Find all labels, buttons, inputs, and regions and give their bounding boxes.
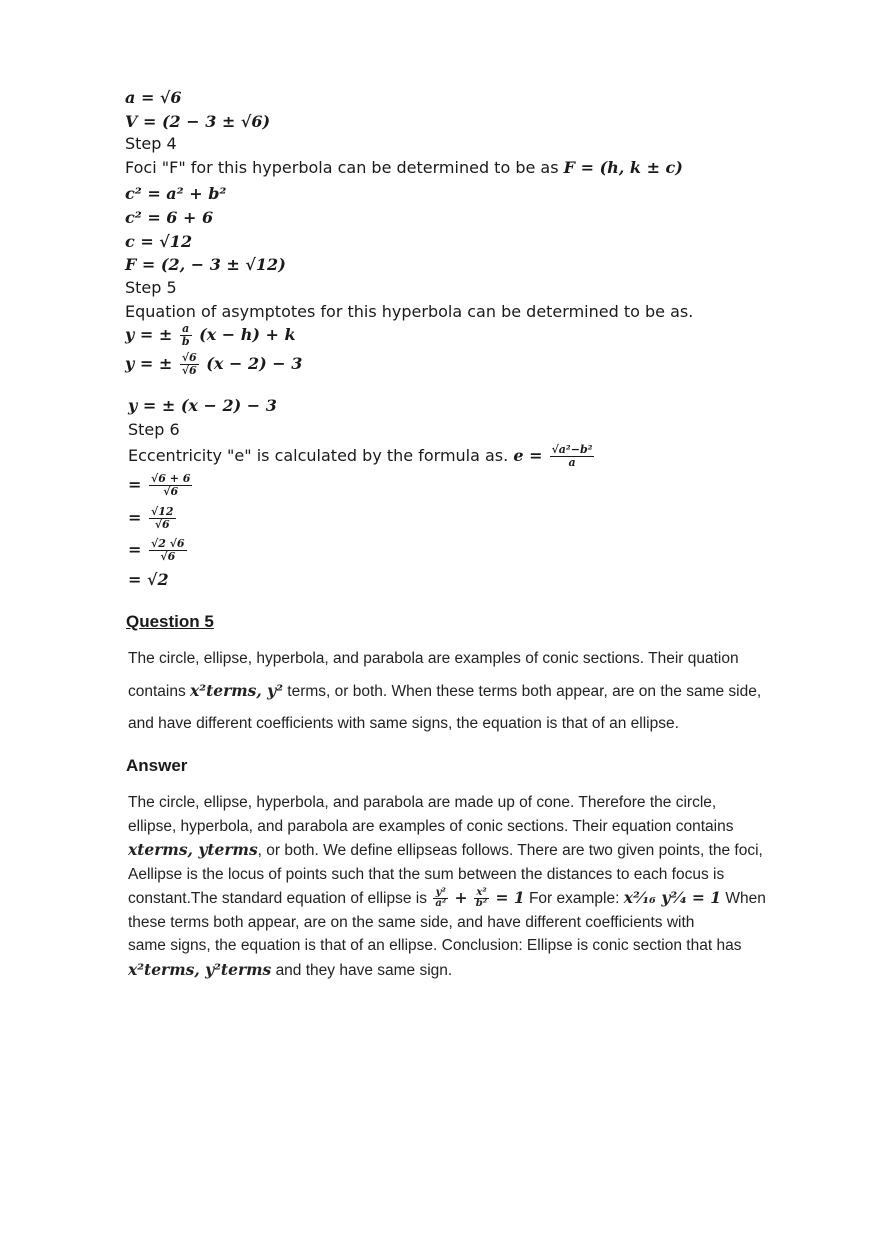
foci-statement xyxy=(125,158,683,178)
sqrt6-over-sqrt6-fraction: $\frac{√6}{√6}$ xyxy=(181,351,197,377)
step-5-label: Step 5 xyxy=(125,278,177,297)
asymptote-text: Equation of asymptotes for this hyperbola can be determined to be as. xyxy=(125,302,694,321)
step-6-label: Step 6 xyxy=(128,420,180,439)
asymptote-general-prefix: y = ± xyxy=(125,325,173,344)
foci-formula: F = (h, k ± c) xyxy=(563,158,683,177)
equals-sign: = xyxy=(128,475,142,494)
eccentricity-text: Eccentricity "e" is calculated by the formula as. xyxy=(128,446,509,465)
eccentricity-fraction-3: $\frac{√2 √6}{√6}$ xyxy=(150,537,185,563)
asymptote-substituted-suffix: (x − 2) − 3 xyxy=(206,354,303,373)
question-line-2 xyxy=(128,675,818,708)
c-value: c = √12 xyxy=(125,232,193,251)
eccentricity-fraction-1: $\frac{√6 + 6}{√6}$ xyxy=(150,472,191,498)
asymptote-general-suffix: (x − h) + k xyxy=(199,325,296,344)
question-line-1: The circle, ellipse, hyperbola, and parabola are examples of conic sections. Their quation xyxy=(128,650,739,667)
answer-line-8-math: x²terms, y²terms xyxy=(128,959,272,979)
answer-line-2: ellipse, hyperbola, and parabola are examples of conic sections. Their equation contains xyxy=(128,817,734,835)
eccentricity-statement xyxy=(128,442,596,470)
foci-text: Foci "F" for this hyperbola can be determined to be as xyxy=(125,158,559,177)
answer-line-8-post: and they have same sign. xyxy=(275,961,453,979)
answer-line-3 xyxy=(128,838,818,863)
answer-body xyxy=(128,791,818,982)
equals-one: = 1 xyxy=(495,888,525,907)
answer-line-1: The circle, ellipse, hyperbola, and parabola are made up of cone. Therefore the circle, xyxy=(128,794,717,811)
answer-line-6: these terms both appear, are on the same side, and have different coefficients with xyxy=(128,913,695,931)
answer-line-8 xyxy=(128,958,818,983)
c-squared-formula: c² = a² + b² xyxy=(125,184,227,203)
asymptote-general xyxy=(125,322,296,348)
answer-line-5-post: When xyxy=(725,890,766,907)
eccentricity-step-3 xyxy=(128,535,189,565)
c-squared-values: c² = 6 + 6 xyxy=(125,208,214,227)
y2-over-a2-fraction: $\frac{\text{y²}}{\text{a²}}$ xyxy=(435,887,447,910)
answer-line-5 xyxy=(128,886,818,911)
question-line-2-math: x²terms, y² xyxy=(190,681,283,700)
eccentricity-step-2 xyxy=(128,503,178,533)
question-line-2-pre: contains xyxy=(128,683,186,700)
answer-line-3-post: , or both. We define ellipseas follows. There are two given points, the foci, xyxy=(257,842,763,859)
equals-sign: = xyxy=(128,540,142,559)
asymptote-substituted-prefix: y = ± xyxy=(125,354,173,373)
eccentricity-step-1 xyxy=(128,470,194,500)
eccentricity-fraction-2: $\frac{√12}{√6}$ xyxy=(150,505,174,531)
eccentricity-result: = √2 xyxy=(128,570,169,589)
question-body xyxy=(128,643,818,740)
foci-result: F = (2, − 3 ± √12) xyxy=(125,255,286,274)
eccentricity-prefix: e = xyxy=(513,446,543,465)
asymptote-simplified: y = ± (x − 2) − 3 xyxy=(128,396,277,415)
a-equation: a = √6 xyxy=(125,88,182,107)
plus-sign: + xyxy=(454,888,468,907)
equals-sign: = xyxy=(128,508,142,527)
answer-line-5-pre: constant.The standard equation of ellipse is xyxy=(128,890,427,907)
answer-line-3-math: xterms, yterms xyxy=(128,840,258,859)
question-line-2-post: terms, or both. When these terms both appear, are on the same side, xyxy=(287,683,762,700)
question-line-3: and have different coefficients with same signs, the equation is that of an ellipse. xyxy=(128,715,679,732)
step-4-label: Step 4 xyxy=(125,134,177,153)
question-title: Question 5 xyxy=(126,612,214,631)
answer-title: Answer xyxy=(126,756,188,775)
example-equation: x²⁄₁₆ y²⁄₄ = 1 xyxy=(623,888,722,907)
example-label: For example: xyxy=(528,890,620,907)
answer-line-4: Aellipse is the locus of points such that the sum between the distances to each focus is xyxy=(128,865,725,883)
eccentricity-fraction: $\frac{\text{√a²−b²}}{a}$ xyxy=(551,443,593,469)
asymptote-substituted xyxy=(125,349,302,379)
a-over-b-fraction: $\frac{a}{b}$ xyxy=(181,322,190,348)
vertex-equation: V = (2 − 3 ± √6) xyxy=(125,112,271,131)
x2-over-b2-fraction: $\frac{\text{x²}}{\text{b²}}$ xyxy=(475,887,488,910)
answer-line-7: same signs, the equation is that of an ellipse. Conclusion: Ellipse is conic section that has xyxy=(128,937,742,954)
